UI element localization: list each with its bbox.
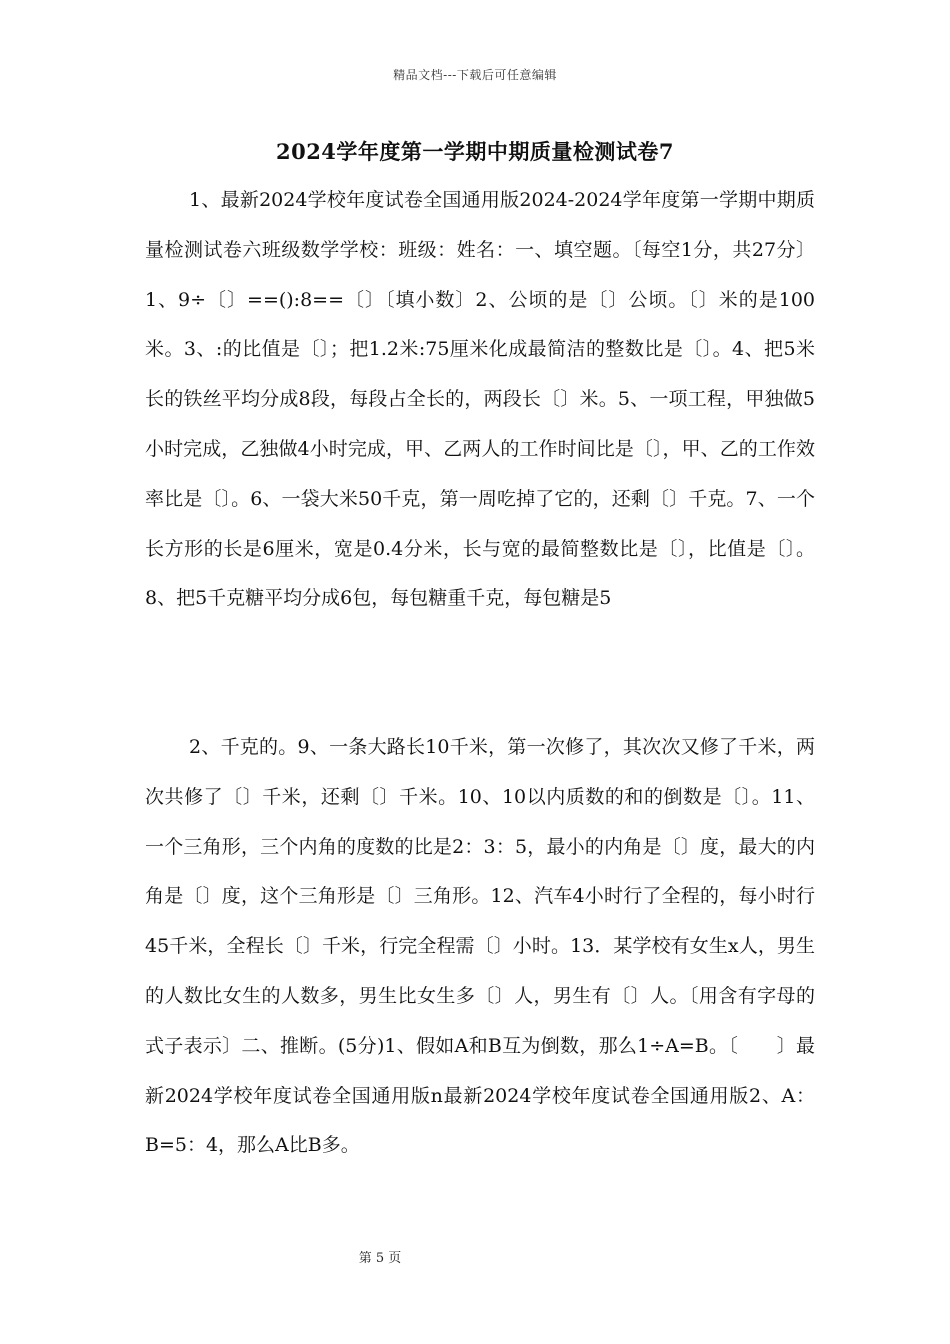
page-number: 第 5 页 [358,1251,402,1266]
document-header: 精品文档---下载后可任意编辑 [393,68,557,82]
document-title: 2024学年度第一学期中期质量检测试卷7 [275,139,675,164]
paragraph-1: 1、最新2024学校年度试卷全国通用版2024-2024学年度第一学期中期质量检测试卷六班级数学学校：班级：姓名：一、填空题。〔每空1分，共27分〕1、9÷〔〕==():8==〔〕〔填小数〕2、公顷的是〔〕公顷。〔〕米的是100米。3、:的比值是〔〕；把1.2米:75厘米化成最简洁的整数比是〔〕。4、把5米长的铁丝平均分成8段，每段占全长的，两段长〔〕米。5、一项工程，甲独做5小时完成，乙独做4小时完成，甲、乙两人的工作时间比是〔〕，甲、乙的工作效率比是〔〕。6、一袋大米50千克，第一周吃掉了它的，还剩〔〕千克。7、一个长方形的长是6厘米，宽是0.4分米，长与宽的最简整数比是〔〕，比值是〔〕。8、把5千克糖平均分成6包，每包糖重千克，每包糖是5 [145,189,815,610]
paragraph-2: 2、千克的。9、一条大路长10千米，第一次修了，其次次又修了千米，两次共修了〔〕千米，还剩〔〕千米。10、10以内质数的和的倒数是〔〕。11、一个三角形，三个内角的度数的比是2：3：5，最小的内角是〔〕度，最大的内角是〔〕度，这个三角形是〔〕三角形。12、汽车4小时行了全程的，每小时行45千米，全程长〔〕千米，行完全程需〔〕小时。13．某学校有女生x人，男生的人数比女生的人数多，男生比女生多〔〕人，男生有〔〕人。〔用含有字母的式子表示〕二、推断。(5分)1、假如A和B互为倒数，那么1÷A=B。〔 〕最新2024学校年度试卷全国通用版n最新2024学校年度试卷全国通用版2、A：B=5：4，那么A比B多。 [145,736,815,1157]
